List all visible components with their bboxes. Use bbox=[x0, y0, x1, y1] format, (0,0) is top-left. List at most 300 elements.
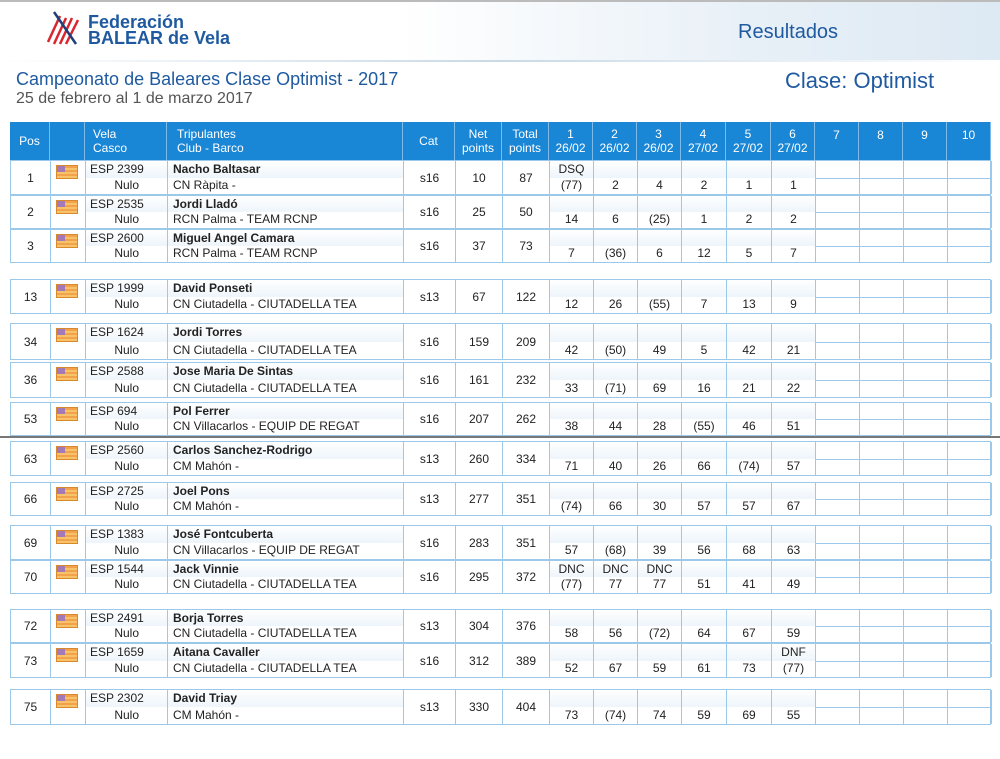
balearic-flag-icon bbox=[56, 446, 78, 460]
position-cell: 63 bbox=[11, 442, 51, 475]
col-vela-label: Vela bbox=[93, 127, 117, 141]
sailor-name: David Ponseti bbox=[168, 280, 403, 297]
race-code bbox=[594, 403, 637, 419]
sailor-name: Aitana Cavaller bbox=[168, 644, 403, 661]
hull: Nulo bbox=[114, 459, 139, 473]
sail-cell bbox=[86, 561, 168, 593]
sailor-name: Miguel Angel Camara bbox=[168, 230, 403, 246]
race-4-cell bbox=[682, 690, 727, 724]
table-row bbox=[10, 229, 991, 263]
race-score: 73 bbox=[564, 708, 579, 722]
race-code bbox=[638, 483, 681, 499]
race-5-cell bbox=[727, 644, 772, 677]
race-code bbox=[727, 324, 771, 342]
table-row bbox=[10, 362, 991, 398]
race-6-cell bbox=[772, 610, 816, 642]
race-score: 77 bbox=[608, 577, 623, 591]
grid-line bbox=[904, 577, 947, 578]
race-2-cell bbox=[594, 324, 638, 359]
race-score: 21 bbox=[786, 343, 801, 357]
race-score: 69 bbox=[652, 381, 667, 395]
race-code bbox=[594, 196, 637, 212]
race-code bbox=[682, 483, 726, 499]
grid-line bbox=[860, 246, 903, 247]
grid-line bbox=[816, 707, 859, 708]
race-code bbox=[772, 196, 815, 212]
race-score: 51 bbox=[786, 419, 801, 433]
sail-number: ESP 2302 bbox=[86, 690, 167, 707]
net-points-cell: 312 bbox=[456, 644, 503, 677]
grid-line bbox=[860, 459, 903, 460]
race-8-cell bbox=[860, 483, 904, 515]
race-score: 41 bbox=[742, 577, 756, 591]
flag-cell bbox=[51, 161, 86, 194]
race-score: 64 bbox=[697, 626, 711, 640]
col-cat-label: Cat bbox=[419, 134, 438, 148]
sailor-name: Borja Torres bbox=[168, 610, 403, 626]
balearic-flag-icon bbox=[56, 407, 78, 421]
race-3-cell bbox=[638, 526, 682, 559]
flag-cell bbox=[51, 561, 86, 593]
balearic-flag-icon bbox=[56, 165, 78, 179]
flag-cell bbox=[51, 690, 86, 724]
col-tripulantes bbox=[167, 122, 403, 160]
race-code bbox=[550, 324, 593, 342]
race-code bbox=[727, 690, 771, 707]
race-score: 2 bbox=[612, 178, 619, 192]
grid-line bbox=[860, 419, 903, 420]
race-score: 67 bbox=[786, 499, 801, 513]
race-code bbox=[682, 161, 726, 178]
grid-line bbox=[860, 661, 903, 662]
grid-line bbox=[904, 419, 947, 420]
sail-cell bbox=[86, 483, 168, 515]
grid-line bbox=[904, 626, 947, 627]
grid-line bbox=[816, 459, 859, 460]
race-8-cell bbox=[860, 196, 904, 228]
race-score: 6 bbox=[656, 246, 663, 260]
race-code bbox=[550, 280, 593, 297]
position-cell: 13 bbox=[11, 280, 51, 313]
grid-line bbox=[816, 661, 859, 662]
race-score: 52 bbox=[564, 661, 579, 675]
race-number: 1 bbox=[567, 127, 574, 141]
race-10-cell bbox=[948, 483, 992, 515]
sail-number: ESP 2491 bbox=[86, 610, 167, 626]
race-score: 7 bbox=[790, 246, 797, 260]
position-cell: 73 bbox=[11, 644, 51, 677]
race-code bbox=[594, 610, 637, 626]
race-score: (55) bbox=[693, 419, 715, 433]
col-flag bbox=[50, 122, 85, 160]
grid-line bbox=[948, 499, 991, 500]
race-4-cell bbox=[682, 610, 727, 642]
race-5-cell bbox=[727, 561, 772, 593]
flag-cell bbox=[51, 280, 86, 313]
category-cell: s16 bbox=[404, 644, 456, 677]
race-1-cell bbox=[550, 230, 594, 262]
grid-line bbox=[948, 342, 991, 343]
club-name: CN Ciutadella - CIUTADELLA TEA bbox=[173, 661, 357, 675]
race-date: 27/02 bbox=[732, 141, 764, 155]
race-9-cell bbox=[904, 280, 948, 313]
race-code bbox=[682, 403, 726, 419]
grid-line bbox=[948, 380, 991, 381]
race-3-cell bbox=[638, 161, 682, 194]
net-points-cell: 304 bbox=[456, 610, 503, 642]
race-code bbox=[594, 526, 637, 543]
race-8-cell bbox=[860, 644, 904, 677]
race-code bbox=[638, 324, 681, 342]
net-points-cell: 260 bbox=[456, 442, 503, 475]
balearic-flag-icon bbox=[56, 530, 78, 544]
race-1-cell bbox=[550, 644, 594, 677]
col-cat bbox=[403, 122, 455, 160]
category-cell: s16 bbox=[404, 230, 456, 262]
race-score: (72) bbox=[648, 626, 671, 640]
race-6-cell bbox=[772, 161, 816, 194]
club-name: CN Ciutadella - CIUTADELLA TEA bbox=[173, 577, 357, 591]
federation-logo-icon bbox=[46, 10, 82, 46]
race-score: 40 bbox=[608, 459, 623, 473]
grid-line bbox=[860, 577, 903, 578]
race-7-cell bbox=[816, 483, 860, 515]
sail-number: ESP 2725 bbox=[86, 483, 167, 499]
event-dates: 25 de febrero al 1 de marzo 2017 bbox=[16, 90, 253, 107]
race-score: 57 bbox=[697, 499, 711, 513]
race-9-cell bbox=[904, 230, 948, 262]
race-6-cell bbox=[772, 363, 816, 397]
race-code bbox=[682, 610, 726, 626]
race-code: DSQ bbox=[550, 161, 593, 178]
race-3-cell bbox=[638, 280, 682, 313]
net-points-cell: 37 bbox=[456, 230, 503, 262]
race-code bbox=[594, 690, 637, 707]
race-4-cell bbox=[682, 280, 727, 313]
grid-line bbox=[948, 707, 991, 708]
race-1-cell bbox=[550, 526, 594, 559]
race-score: (71) bbox=[604, 381, 627, 395]
col-pos-label: Pos bbox=[19, 134, 40, 148]
race-number: 10 bbox=[961, 128, 976, 142]
table-row bbox=[10, 160, 991, 195]
race-date: 26/02 bbox=[599, 141, 630, 155]
race-1-cell bbox=[550, 561, 594, 593]
grid-line bbox=[816, 419, 859, 420]
grid-line bbox=[904, 380, 947, 381]
grid-line bbox=[904, 297, 947, 298]
table-row bbox=[10, 195, 991, 229]
race-score: 44 bbox=[608, 419, 623, 433]
race-10-cell bbox=[948, 610, 992, 642]
race-code bbox=[594, 363, 637, 380]
race-code bbox=[772, 526, 815, 543]
race-code bbox=[772, 230, 815, 246]
hull: Nulo bbox=[114, 246, 139, 260]
race-2-cell bbox=[594, 610, 638, 642]
race-8-cell bbox=[860, 526, 904, 559]
sail-number: ESP 1383 bbox=[86, 526, 167, 543]
race-4-cell bbox=[682, 161, 727, 194]
race-1-cell bbox=[550, 610, 594, 642]
crew-cell bbox=[168, 644, 404, 677]
race-code bbox=[638, 403, 681, 419]
race-9-cell bbox=[904, 690, 948, 724]
sailor-name: Nacho Baltasar bbox=[168, 161, 403, 178]
race-5-cell bbox=[727, 363, 772, 397]
race-score: 1 bbox=[745, 178, 753, 192]
race-code bbox=[638, 644, 681, 661]
race-score: 2 bbox=[700, 178, 708, 192]
race-score: 59 bbox=[697, 708, 711, 722]
col-casco-label: Casco bbox=[93, 141, 128, 155]
total-points-cell: 351 bbox=[503, 483, 550, 515]
net-points-cell: 277 bbox=[456, 483, 503, 515]
race-code bbox=[682, 196, 726, 212]
race-code bbox=[682, 324, 726, 342]
race-8-cell bbox=[860, 161, 904, 194]
col-pos bbox=[10, 122, 50, 160]
flag-cell bbox=[51, 363, 86, 397]
race-code bbox=[727, 403, 771, 419]
grid-line bbox=[860, 297, 903, 298]
race-code: DNC bbox=[594, 561, 637, 577]
sailor-name: Jack Vinnie bbox=[168, 561, 403, 577]
race-score: 28 bbox=[652, 419, 667, 433]
page-break-line bbox=[0, 436, 1000, 438]
race-code bbox=[638, 196, 681, 212]
race-code bbox=[638, 161, 681, 178]
race-2-cell bbox=[594, 644, 638, 677]
position-cell: 34 bbox=[11, 324, 51, 359]
race-score: 13 bbox=[742, 297, 756, 311]
table-row bbox=[10, 643, 991, 678]
sailor-name: Joel Pons bbox=[168, 483, 403, 499]
col-net bbox=[455, 122, 502, 160]
sail-cell bbox=[86, 161, 168, 194]
race-code bbox=[772, 690, 815, 707]
grid-line bbox=[904, 499, 947, 500]
sail-cell bbox=[86, 403, 168, 435]
grid-line bbox=[948, 661, 991, 662]
race-score: 56 bbox=[608, 626, 623, 640]
total-points-cell: 376 bbox=[503, 610, 550, 642]
col-race-10 bbox=[947, 122, 991, 160]
race-4-cell bbox=[682, 363, 727, 397]
club-name: RCN Palma - TEAM RCNP bbox=[173, 246, 318, 260]
race-code bbox=[682, 280, 726, 297]
class-label: Clase: Optimist bbox=[785, 68, 935, 93]
crew-cell bbox=[168, 324, 404, 359]
grid-line bbox=[904, 212, 947, 213]
grid-line bbox=[860, 543, 903, 544]
flag-cell bbox=[51, 526, 86, 559]
balearic-flag-icon bbox=[56, 367, 78, 381]
race-1-cell bbox=[550, 161, 594, 194]
col-race-5 bbox=[726, 122, 771, 160]
race-9-cell bbox=[904, 442, 948, 475]
race-code bbox=[727, 230, 771, 246]
category-cell: s13 bbox=[404, 610, 456, 642]
race-code bbox=[682, 442, 726, 459]
race-code bbox=[638, 280, 681, 297]
race-7-cell bbox=[816, 610, 860, 642]
race-4-cell bbox=[682, 324, 727, 359]
race-1-cell bbox=[550, 403, 594, 435]
race-2-cell bbox=[594, 442, 638, 475]
grid-line bbox=[816, 577, 859, 578]
race-7-cell bbox=[816, 363, 860, 397]
race-score: 9 bbox=[790, 297, 797, 311]
club-name: CM Mahón - bbox=[173, 708, 240, 722]
race-2-cell bbox=[594, 161, 638, 194]
table-row bbox=[10, 609, 991, 643]
crew-cell bbox=[168, 561, 404, 593]
race-code bbox=[772, 280, 815, 297]
flag-cell bbox=[51, 483, 86, 515]
race-score: (68) bbox=[604, 543, 627, 557]
race-score: 42 bbox=[742, 343, 756, 357]
section-title: Resultados bbox=[738, 21, 839, 43]
race-number: 3 bbox=[655, 127, 662, 141]
race-code bbox=[594, 280, 637, 297]
race-1-cell bbox=[550, 324, 594, 359]
race-2-cell bbox=[594, 196, 638, 228]
total-points-cell: 209 bbox=[503, 324, 550, 359]
race-code bbox=[772, 561, 815, 577]
club-name: CN Ràpita - bbox=[173, 178, 236, 192]
race-code bbox=[772, 442, 815, 459]
sail-number: ESP 1659 bbox=[86, 644, 167, 661]
crew-cell bbox=[168, 230, 404, 262]
race-score: 14 bbox=[564, 212, 579, 226]
race-number: 8 bbox=[877, 128, 884, 142]
race-3-cell bbox=[638, 403, 682, 435]
grid-line bbox=[904, 342, 947, 343]
sailor-name: David Triay bbox=[168, 690, 403, 707]
race-5-cell bbox=[727, 526, 772, 559]
grid-line bbox=[860, 707, 903, 708]
race-code bbox=[638, 690, 681, 707]
race-code bbox=[682, 363, 726, 380]
grid-line bbox=[904, 543, 947, 544]
club-name: CN Ciutadella - CIUTADELLA TEA bbox=[173, 381, 357, 395]
race-score: 22 bbox=[786, 381, 801, 395]
sail-cell bbox=[86, 442, 168, 475]
net-points-cell: 67 bbox=[456, 280, 503, 313]
sail-cell bbox=[86, 690, 168, 724]
race-8-cell bbox=[860, 403, 904, 435]
race-score: 26 bbox=[652, 459, 667, 473]
total-points-cell: 404 bbox=[503, 690, 550, 724]
race-score: 57 bbox=[742, 499, 756, 513]
hull: Nulo bbox=[114, 212, 139, 226]
race-9-cell bbox=[904, 403, 948, 435]
race-5-cell bbox=[727, 196, 772, 228]
sailor-name: Carlos Sanchez-Rodrigo bbox=[168, 442, 403, 459]
race-number: 4 bbox=[699, 127, 707, 141]
hull: Nulo bbox=[114, 178, 139, 192]
race-code: DNC bbox=[550, 561, 593, 577]
race-4-cell bbox=[682, 196, 727, 228]
grid-line bbox=[860, 342, 903, 343]
race-code bbox=[682, 644, 726, 661]
race-score: 5 bbox=[700, 343, 708, 357]
race-4-cell bbox=[682, 403, 727, 435]
race-6-cell bbox=[772, 196, 816, 228]
balearic-flag-icon bbox=[56, 234, 78, 248]
race-7-cell bbox=[816, 644, 860, 677]
race-6-cell bbox=[772, 483, 816, 515]
total-points-cell: 73 bbox=[503, 230, 550, 262]
crew-cell bbox=[168, 161, 404, 194]
grid-line bbox=[904, 707, 947, 708]
club-name: CN Ciutadella - CIUTADELLA TEA bbox=[173, 343, 357, 357]
race-score: 12 bbox=[564, 297, 579, 311]
race-2-cell bbox=[594, 230, 638, 262]
race-8-cell bbox=[860, 610, 904, 642]
race-6-cell bbox=[772, 324, 816, 359]
race-score: (55) bbox=[648, 297, 671, 311]
race-1-cell bbox=[550, 363, 594, 397]
race-code bbox=[594, 161, 637, 178]
race-score: 4 bbox=[656, 178, 663, 192]
grid-line bbox=[860, 626, 903, 627]
grid-line bbox=[860, 212, 903, 213]
grid-line bbox=[816, 178, 859, 179]
race-2-cell bbox=[594, 561, 638, 593]
crew-cell bbox=[168, 196, 404, 228]
crew-cell bbox=[168, 610, 404, 642]
race-score: 1 bbox=[700, 212, 708, 226]
race-5-cell bbox=[727, 442, 772, 475]
flag-cell bbox=[51, 403, 86, 435]
race-score: 77 bbox=[652, 577, 667, 591]
race-score: 58 bbox=[564, 626, 579, 640]
race-score: 5 bbox=[745, 246, 753, 260]
race-2-cell bbox=[594, 280, 638, 313]
race-code bbox=[550, 483, 593, 499]
race-score: 30 bbox=[652, 499, 667, 513]
results-table-header bbox=[10, 122, 991, 160]
race-score: 42 bbox=[564, 343, 579, 357]
grid-line bbox=[948, 419, 991, 420]
col-race-4 bbox=[681, 122, 726, 160]
race-8-cell bbox=[860, 324, 904, 359]
category-cell: s16 bbox=[404, 403, 456, 435]
race-6-cell bbox=[772, 690, 816, 724]
table-row bbox=[10, 525, 991, 560]
crew-cell bbox=[168, 280, 404, 313]
sail-number: ESP 2535 bbox=[86, 196, 167, 212]
balearic-flag-icon bbox=[56, 328, 78, 342]
race-code bbox=[682, 230, 726, 246]
club-name: CM Mahón - bbox=[173, 459, 240, 473]
race-7-cell bbox=[816, 403, 860, 435]
crew-cell bbox=[168, 363, 404, 397]
race-score: 16 bbox=[697, 381, 711, 395]
race-3-cell bbox=[638, 230, 682, 262]
sailor-name: Jordi Lladó bbox=[168, 196, 403, 212]
race-code bbox=[550, 526, 593, 543]
race-score: (36) bbox=[604, 246, 627, 260]
race-6-cell bbox=[772, 403, 816, 435]
sail-cell bbox=[86, 526, 168, 559]
race-10-cell bbox=[948, 161, 992, 194]
race-code bbox=[638, 442, 681, 459]
race-code bbox=[594, 230, 637, 246]
race-5-cell bbox=[727, 161, 772, 194]
